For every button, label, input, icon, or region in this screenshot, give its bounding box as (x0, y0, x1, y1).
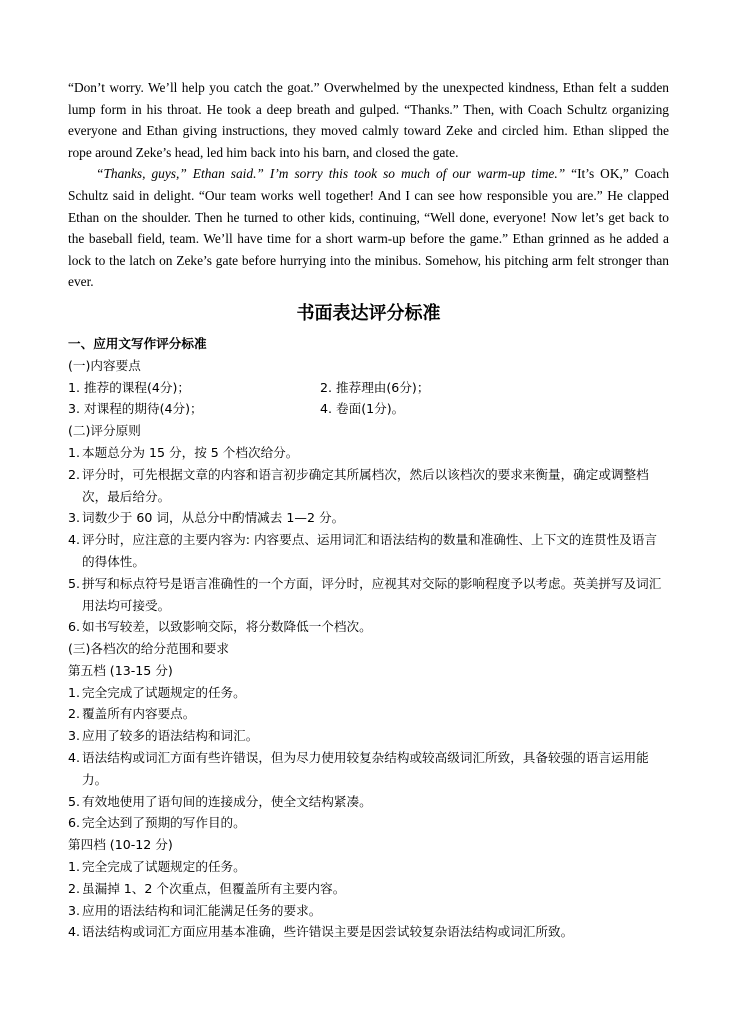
item-text: 拼写和标点符号是语言准确性的一个方面，评分时，应视其对交际的影响程度予以考虑。英美拼写及词汇用法均可接受。 (82, 575, 662, 613)
item-text: 应用了较多的语法结构和词汇。 (82, 728, 259, 744)
principles-list (68, 442, 669, 638)
list-item (68, 442, 669, 464)
item-text: 完全完成了试题规定的任务。 (82, 684, 246, 700)
story-paragraph-2 (68, 163, 669, 293)
content-point: 4. 卷面(1分)。 (320, 401, 405, 417)
item-number: 5. (68, 793, 81, 809)
list-item (68, 682, 669, 704)
item-number: 2. (68, 706, 81, 722)
item-text: 评分时，应注意的主要内容为: 内容要点、运用词汇和语法结构的数量和准确性、上下文的连贯性及语言的得体性。 (82, 532, 657, 569)
document-page (68, 77, 669, 943)
principles-heading: (二)评分原则 (68, 423, 141, 439)
list-item (68, 921, 669, 943)
list-item (68, 856, 669, 878)
item-number: 1. (68, 859, 81, 875)
list-item (68, 703, 669, 725)
content-points-heading: (一)内容要点 (68, 357, 141, 373)
item-number: 1. (68, 684, 81, 700)
list-item (68, 747, 669, 791)
content-point: 2. 推荐理由(6分)； (320, 379, 430, 395)
item-text: 本题总分为 15 分，按 5 个档次给分。 (82, 444, 299, 460)
level4-list (68, 856, 669, 943)
list-item (68, 529, 669, 573)
level5-heading: 第五档 (13-15 分) (68, 662, 173, 678)
item-text: 完全完成了试题规定的任务。 (82, 859, 246, 875)
item-number: 1. (68, 444, 81, 460)
item-text: 评分时，可先根据文章的内容和语言初步确定其所属档次，然后以该档次的要求来衡量，确定或调整档次，最后给分。 (82, 466, 649, 504)
story-paragraph-1: “Don’t worry. We’ll help you catch the goat.” Overwhelmed by the unexpected kindness, Ethan felt a sudden lump form in his throat. He took a deep breath and gulped. “Thanks.” Then, with Coach Schultz organizing everyone and Ethan giving instructions, they moved calmly toward Zeke and circled him. Ethan slipped the rope around Zeke’s head, led him back into his barn, and closed the gate. (68, 80, 669, 160)
item-number: 2. (68, 466, 81, 482)
list-item (68, 464, 669, 508)
item-text: 应用的语法结构和词汇能满足任务的要求。 (82, 902, 322, 918)
list-item (68, 725, 669, 747)
list-item (68, 573, 669, 617)
item-number: 4. (68, 532, 81, 548)
item-number: 2. (68, 880, 81, 896)
item-number: 6. (68, 815, 81, 831)
list-item (68, 791, 669, 813)
item-text: 有效地使用了语句间的连接成分，使全文结构紧凑。 (82, 793, 372, 809)
item-number: 5. (68, 575, 81, 591)
item-text: 覆盖所有内容要点。 (82, 706, 196, 722)
list-item (68, 507, 669, 529)
story-dialogue-italic: “Thanks, guys,” Ethan said.” I’m sorry this took so much of our warm-up time.” (96, 166, 566, 182)
content-points-row (68, 398, 669, 420)
levels-heading: (三)各档次的给分范围和要求 (68, 641, 229, 657)
list-item (68, 616, 669, 638)
item-text: 语法结构或词汇方面有些许错误，但为尽力使用较复杂结构或较高级词汇所致，具备较强的语言运用能力。 (82, 750, 649, 787)
item-number: 3. (68, 510, 81, 526)
item-number: 3. (68, 902, 81, 918)
level4-heading: 第四档 (10-12 分) (68, 837, 173, 853)
item-text: 完全达到了预期的写作目的。 (82, 815, 246, 831)
content-point: 1. 推荐的课程(4分)； (68, 379, 191, 395)
section-heading: 一、应用文写作评分标准 (68, 335, 207, 351)
item-text: 虽漏掉 1、2 个次重点，但覆盖所有主要内容。 (82, 880, 346, 896)
list-item (68, 878, 669, 900)
item-number: 3. (68, 728, 81, 744)
content-points-row (68, 377, 669, 399)
list-item (68, 900, 669, 922)
item-number: 4. (68, 924, 81, 940)
item-text: 如书写较差，以致影响交际，将分数降低一个档次。 (82, 619, 372, 635)
item-number: 6. (68, 619, 81, 635)
page-title: 书面表达评分标准 (296, 302, 441, 324)
list-item (68, 812, 669, 834)
item-text: 语法结构或词汇方面应用基本准确，些许错误主要是因尝试较复杂语法结构或词汇所致。 (82, 924, 574, 940)
level5-list (68, 682, 669, 835)
item-text: 词数少于 60 词，从总分中酌情减去 1—2 分。 (82, 510, 345, 526)
story-paragraph-2-rest: “It’s OK,” Coach Schultz said in delight. “Our team works well together! And I can see how responsible you are.” He clapped Ethan on the shoulder. Then he turned to other kids, continuing, “Well done, everyone! Now let’s get back to the baseball field, team. We’ll have time for a short warm-up before the game.” Ethan grinned as he added a lock to the latch on Zeke’s gate before hurrying into the minibus. Somehow, his pitching arm felt stronger than ever. (68, 166, 670, 290)
content-point: 3. 对课程的期待(4分)； (68, 401, 203, 417)
item-number: 4. (68, 750, 81, 766)
